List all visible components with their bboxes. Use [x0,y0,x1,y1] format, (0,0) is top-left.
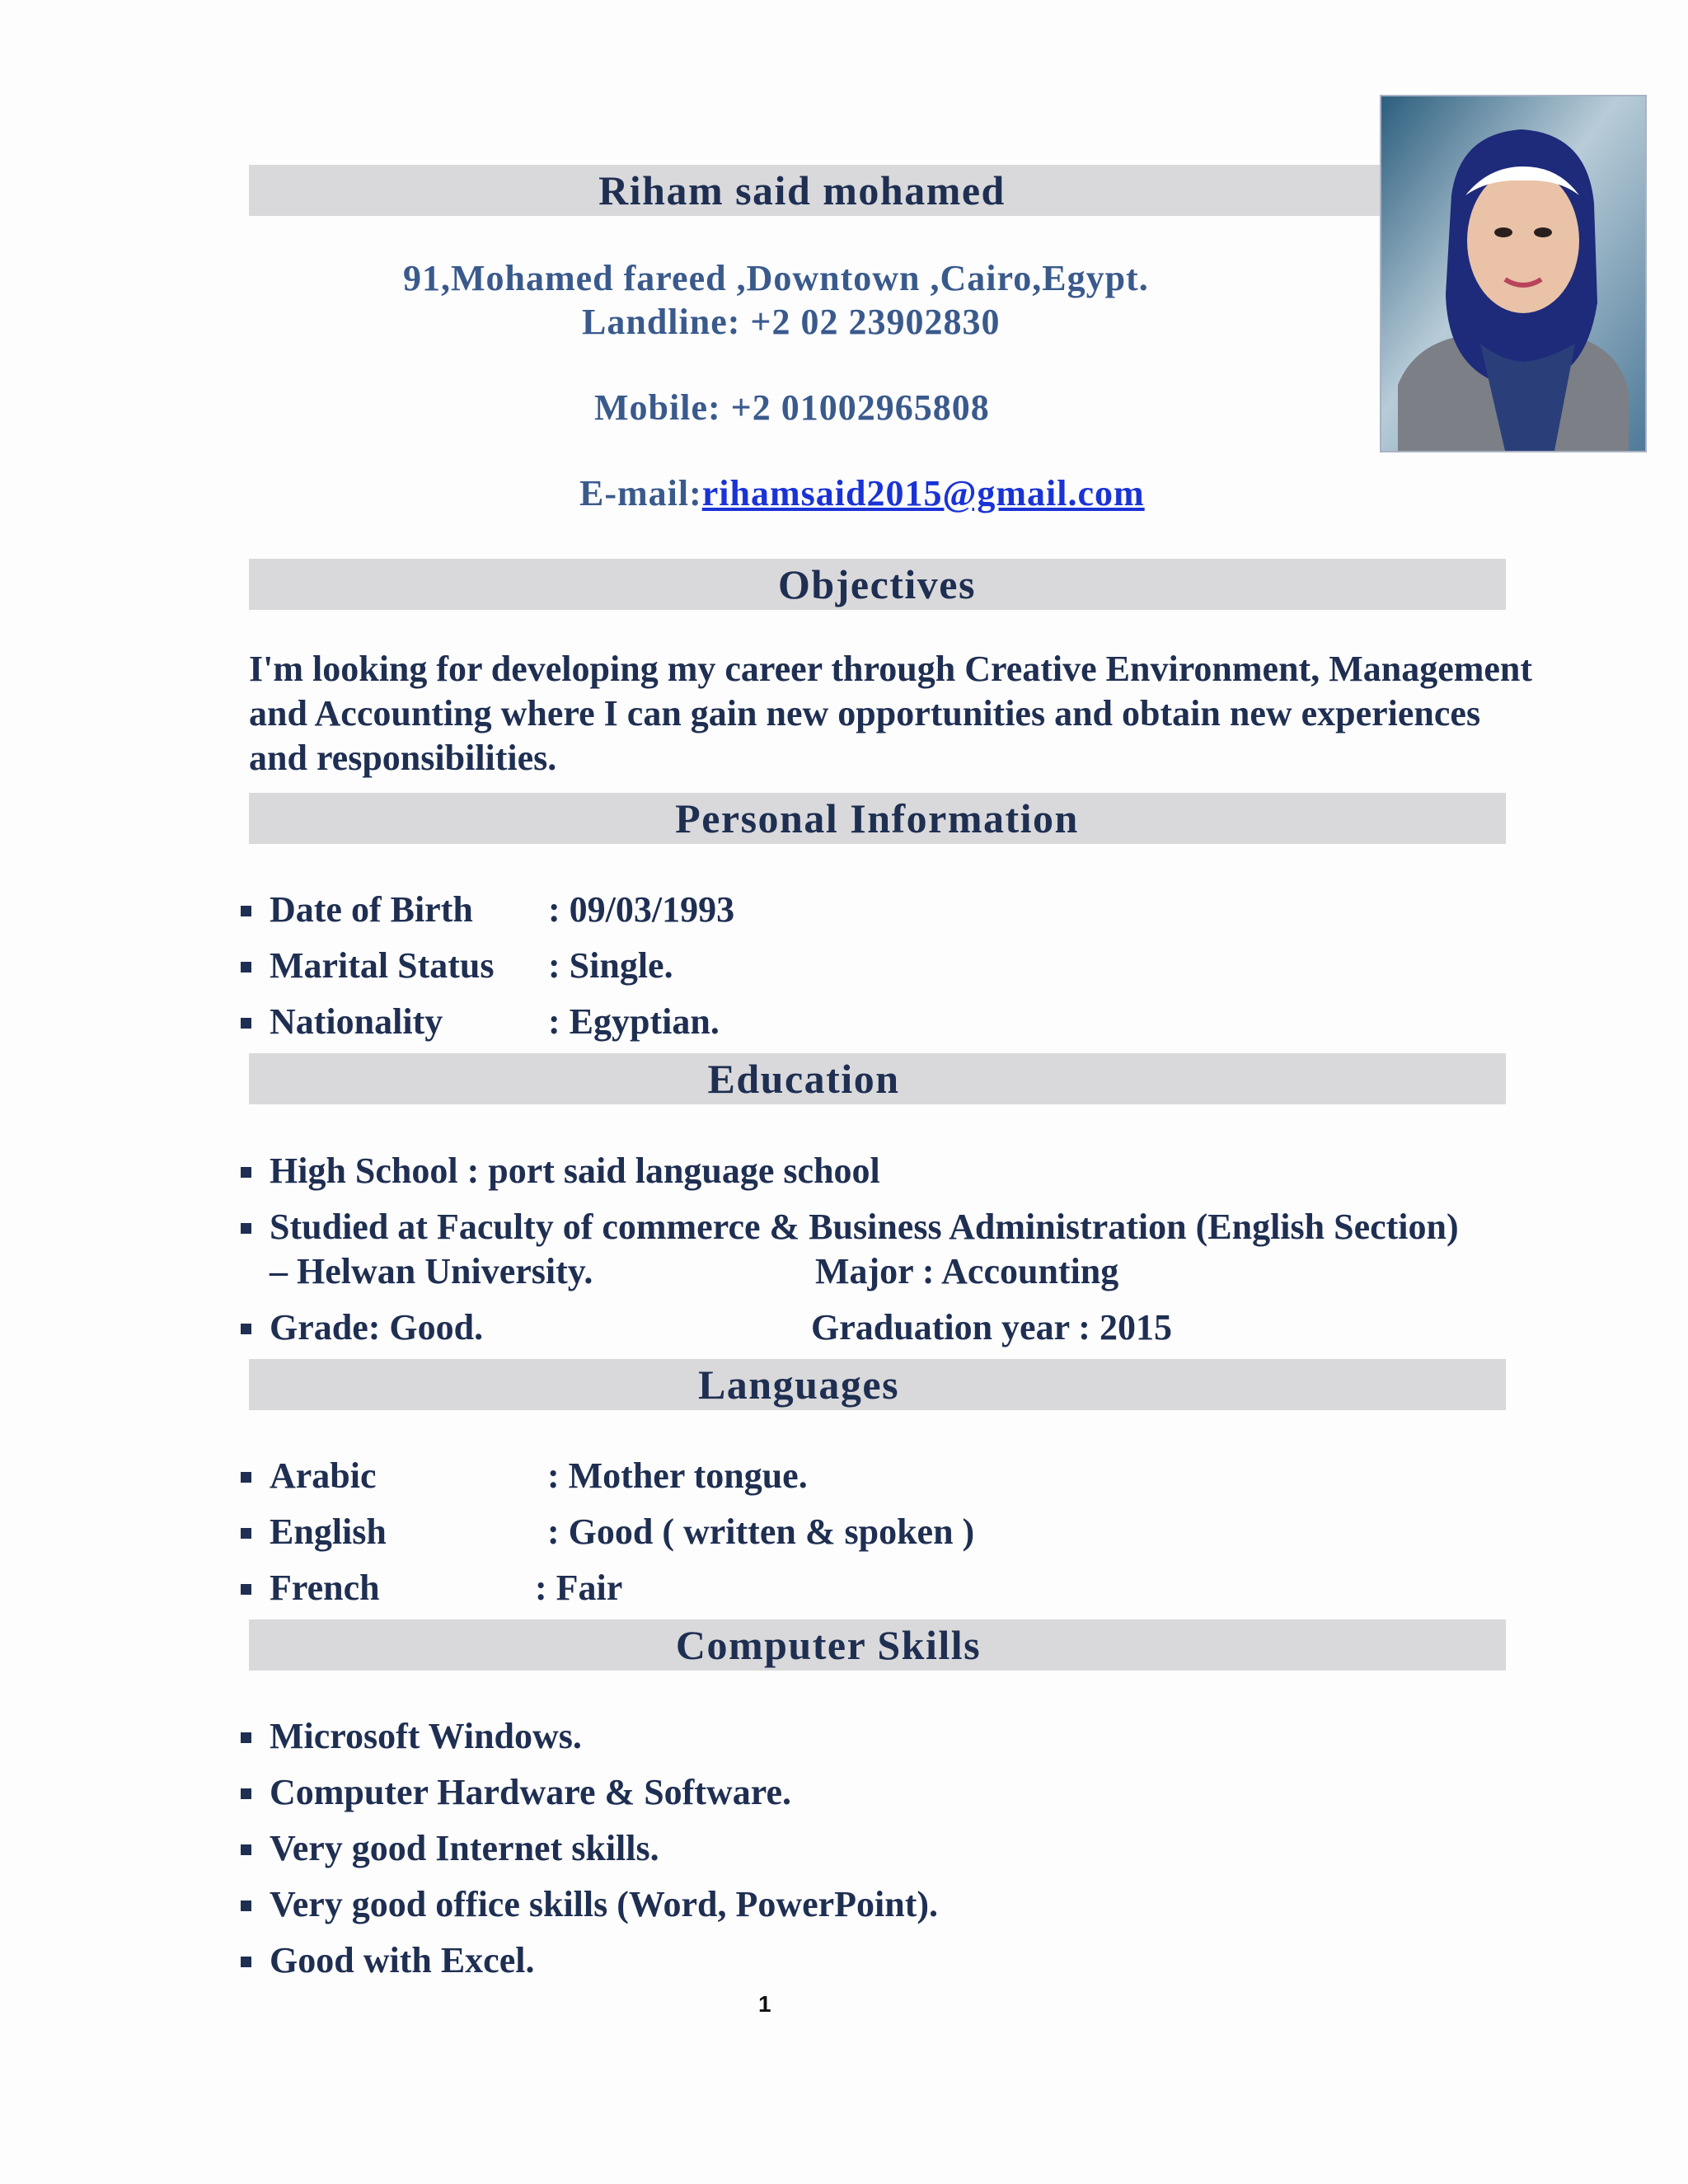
skill-item: Very good Internet skills. [270,1828,659,1868]
grade: Grade: Good. [270,1307,484,1347]
bullet-icon [241,1472,251,1483]
computer-skills-bar [249,1619,1506,1671]
languages-bar [249,1359,1506,1410]
bullet-icon [241,1900,251,1911]
skill-item: Very good office skills (Word, PowerPoint). [270,1884,939,1924]
objectives-bar [249,559,1506,610]
personal-bar [249,793,1506,844]
mobile: Mobile: +2 01002965808 [594,387,990,428]
bullet-icon [241,1018,251,1029]
language-arabic-value: : Mother tongue. [547,1455,808,1496]
bullet-icon [241,1167,251,1178]
profile-photo [1380,95,1647,452]
nationality-value: : Egyptian. [548,1001,720,1042]
skill-item: Microsoft Windows. [270,1716,582,1756]
profile-photo-image [1381,96,1645,451]
bullet-icon [241,1732,251,1743]
page-number: 1 [758,1991,771,2017]
nationality-label: Nationality [270,1001,443,1042]
address: 91,Mohamed fareed ,Downtown ,Cairo,Egypt. [403,258,1149,298]
major: Major : Accounting [815,1251,1119,1291]
bullet-icon [241,962,251,972]
bullet-icon [241,1844,251,1855]
objectives-heading: Objectives [778,561,976,607]
high-school: High School : port said language school [270,1151,880,1191]
skill-item: Computer Hardware & Software. [270,1772,792,1812]
bullet-icon [241,1957,251,1967]
graduation-year: Graduation year : 2015 [811,1307,1172,1347]
bullet-icon [241,1584,251,1595]
language-english-label: English [270,1511,387,1552]
email-label: E-mail: [579,473,702,513]
bullet-icon [241,1528,251,1539]
personal-heading: Personal Information [675,795,1079,841]
language-french-label: French [270,1568,380,1608]
computer-skills-heading: Computer Skills [675,1622,982,1668]
education-heading: Education [707,1056,900,1102]
bullet-icon [241,1223,251,1234]
landline: Landline: +2 02 23902830 [582,302,1001,342]
bullet-icon [241,1788,251,1799]
dob-value: : 09/03/1993 [548,889,735,930]
language-french-value: : Fair [535,1568,623,1608]
candidate-name: Riham said mohamed [598,167,1006,213]
language-arabic-label: Arabic [270,1455,377,1496]
skill-item: Good with Excel. [270,1940,535,1980]
marital-label: Marital Status [270,945,495,986]
objectives-text: I'm looking for developing my career through Creative Environment, Management and Accounting where I can gain new opportunities and obtain new experiences and responsibilities. [249,649,1533,778]
bullet-icon [241,906,251,916]
marital-value: : Single. [548,945,673,986]
name-bar [249,165,1383,216]
education-bar [249,1053,1506,1104]
dob-label: Date of Birth [270,889,473,930]
faculty-line-1: Studied at Faculty of commerce & Business Administration (English Section) [270,1207,1459,1247]
languages-heading: Languages [697,1361,900,1408]
email-link[interactable]: rihamsaid2015@gmail.com [701,473,1145,513]
faculty-line-2: – Helwan University. [270,1251,593,1291]
bullet-icon [241,1324,251,1334]
email-line [579,472,1145,514]
language-english-value: : Good ( written & spoken ) [547,1511,975,1552]
